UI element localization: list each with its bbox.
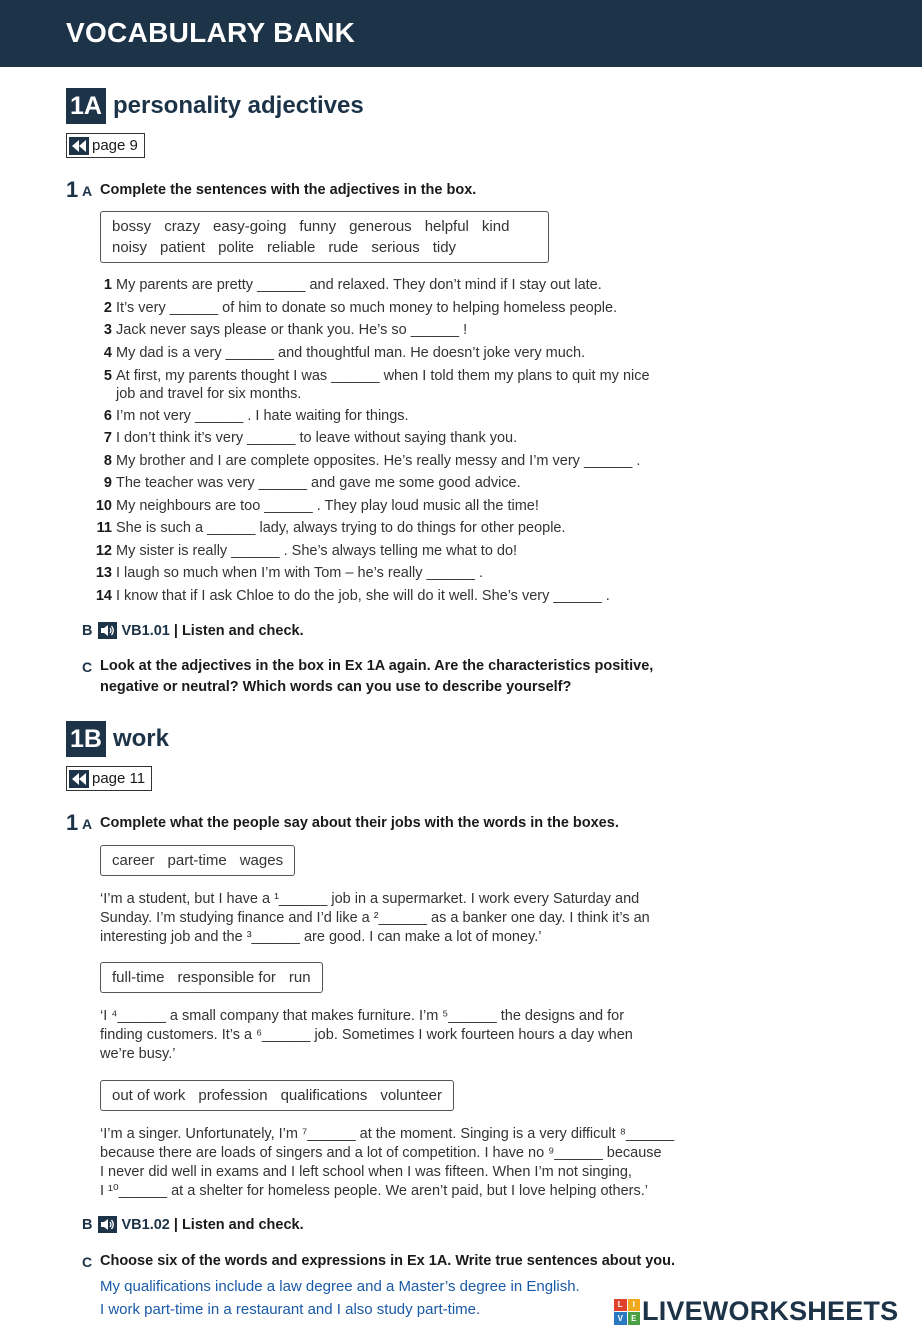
sentence-text: I know that if I ask Chloe to do the job, she will do it well. She’s very ______ . xyxy=(116,588,610,604)
audio-exercise xyxy=(82,622,304,639)
box-word: serious xyxy=(371,239,420,256)
page-reference-label: page 9 xyxy=(92,137,138,154)
sentence-number: 12 xyxy=(95,543,112,559)
sentence-text: At first, my parents thought I was ______ when I told them my plans to quit my nice xyxy=(116,368,650,384)
logo-letter: E xyxy=(628,1312,641,1325)
box-word: reliable xyxy=(266,239,316,256)
paragraph-line: finding customers. It’s a ⁶______ job. Sometimes I work fourteen hours a day when xyxy=(100,1027,633,1043)
sentence-item xyxy=(92,519,732,537)
page-reference-label: page 11 xyxy=(92,770,146,787)
sentence-text: I laugh so much when I’m with Tom – he’s really ______ . xyxy=(116,565,483,581)
box-word: full-time xyxy=(112,969,165,986)
sentence-item xyxy=(92,321,732,339)
box-word: responsible for xyxy=(177,969,276,986)
sentence-item xyxy=(92,497,732,515)
word-box xyxy=(100,845,295,876)
speaker-icon[interactable] xyxy=(98,1216,117,1233)
sentence-item xyxy=(92,452,732,470)
liveworksheets-logo xyxy=(614,1296,898,1327)
box-word: helpful xyxy=(424,218,469,235)
box-word: out of work xyxy=(112,1087,186,1104)
exercise-letter: B xyxy=(82,1216,93,1233)
audio-exercise xyxy=(82,1216,304,1233)
sentence-text: My neighbours are too ______ . They play loud music all the time! xyxy=(116,498,539,514)
box-word: crazy xyxy=(164,218,201,235)
box-word: rude xyxy=(328,239,359,256)
paragraph-line: we’re busy.’ xyxy=(100,1046,176,1062)
paragraph-line: ‘I’m a student, but I have a ¹______ job in a supermarket. I work every Saturday and xyxy=(100,891,640,907)
unit-1a-heading xyxy=(66,88,364,124)
sentence-text: My sister is really ______ . She’s always telling me what to do! xyxy=(116,543,518,559)
speech-paragraph xyxy=(100,1125,720,1201)
box-word: volunteer xyxy=(380,1087,443,1104)
sentence-item xyxy=(92,429,732,447)
sentence-text: Jack never says please or thank you. He’s so ______ ! xyxy=(116,322,468,338)
sentence-number: 11 xyxy=(96,520,112,536)
exercise-letter: C xyxy=(82,1254,93,1270)
box-word: patient xyxy=(160,239,206,256)
sentence-item xyxy=(92,564,732,582)
sentence-number: 1 xyxy=(103,277,112,293)
box-word: funny xyxy=(299,218,337,235)
sentence-number: 7 xyxy=(103,430,112,446)
page-reference-link[interactable] xyxy=(66,766,152,791)
sentence-text: My brother and I are complete opposites. He’s really messy and I’m very ______ . xyxy=(116,453,641,469)
sentence-text: job and travel for six months. xyxy=(116,386,302,402)
audio-code: VB1.02 xyxy=(121,1216,170,1233)
box-word: career xyxy=(112,852,155,869)
exercise-number: 1 xyxy=(66,177,79,202)
word-box-line xyxy=(112,237,537,258)
box-word: tidy xyxy=(432,239,457,256)
answer-field[interactable]: My qualifications include a law degree and a Master’s degree in English. xyxy=(100,1278,580,1295)
sentence-number: 5 xyxy=(103,368,112,384)
unit-badge: 1B xyxy=(66,721,106,757)
exercise-number: 1 xyxy=(66,810,79,835)
box-word: profession xyxy=(198,1087,268,1104)
box-word: kind xyxy=(481,218,510,235)
sentence-item xyxy=(92,367,732,403)
exercise-letter: A xyxy=(82,183,93,199)
speaker-icon[interactable] xyxy=(98,622,117,639)
audio-instruction: | Listen and check. xyxy=(173,622,304,639)
paragraph-line: because there are loads of singers and a lot of competition. I have no ⁹______ because xyxy=(100,1145,662,1161)
page-reference-link[interactable] xyxy=(66,133,145,158)
exercise-instruction: Choose six of the words and expressions in Ex 1A. Write true sentences about you. xyxy=(100,1253,676,1269)
sentence-number: 9 xyxy=(103,475,112,491)
box-word: bossy xyxy=(112,218,152,235)
box-word: noisy xyxy=(112,239,148,256)
sentence-item xyxy=(92,542,732,560)
sentence-text: She is such a ______ lady, always trying to do things for other people. xyxy=(116,520,566,536)
sentence-text: My parents are pretty ______ and relaxed. They don’t mind if I stay out late. xyxy=(116,277,602,293)
rewind-icon xyxy=(68,768,90,790)
paragraph-line: ‘I’m a singer. Unfortunately, I’m ⁷______ at the moment. Singing is a very difficult ⁸______ xyxy=(100,1126,675,1142)
paragraph-line: ‘I ⁴______ a small company that makes furniture. I’m ⁵______ the designs and for xyxy=(100,1008,625,1024)
paragraph-line: I ¹⁰______ at a shelter for homeless people. We aren’t paid, but I love helping others.’ xyxy=(100,1183,649,1199)
sentence-number: 4 xyxy=(103,345,112,361)
speech-paragraph xyxy=(100,890,720,947)
exercise-instruction: Complete the sentences with the adjectives in the box. xyxy=(100,182,477,198)
logo-letter: L xyxy=(614,1299,627,1312)
instruction-line: negative or neutral? Which words can you use to describe yourself? xyxy=(100,679,572,695)
answer-field[interactable]: I work part-time in a restaurant and I also study part-time. xyxy=(100,1301,481,1318)
rewind-icon xyxy=(68,135,90,157)
sentence-item xyxy=(92,474,732,492)
instruction-line: Look at the adjectives in the box in Ex 1A again. Are the characteristics positive, xyxy=(100,658,654,674)
sentence-number: 13 xyxy=(95,565,112,581)
sentence-text: My dad is a very ______ and thoughtful man. He doesn’t joke very much. xyxy=(116,345,586,361)
box-word: part-time xyxy=(167,852,227,869)
sentence-text: I don’t think it’s very ______ to leave without saying thank you. xyxy=(116,430,518,446)
box-word: generous xyxy=(349,218,412,235)
audio-code: VB1.01 xyxy=(121,622,170,639)
paragraph-line: Sunday. I’m studying finance and I’d like a ²______ as a banker one day. I think it’s an xyxy=(100,910,650,926)
unit-badge: 1A xyxy=(66,88,106,124)
audio-instruction: | Listen and check. xyxy=(173,1216,304,1233)
sentence-item xyxy=(92,587,732,605)
exercise-instruction: Complete what the people say about their jobs with the words in the boxes. xyxy=(100,815,619,831)
box-word: easy-going xyxy=(213,218,287,235)
box-word: wages xyxy=(239,852,284,869)
sentence-text: The teacher was very ______ and gave me some good advice. xyxy=(116,475,521,491)
exercise-letter: B xyxy=(82,622,93,639)
box-word: run xyxy=(288,969,311,986)
sentence-item xyxy=(92,344,732,362)
logo-letter: I xyxy=(628,1299,641,1312)
sentence-number: 3 xyxy=(103,322,112,338)
unit-title: work xyxy=(112,725,169,752)
word-box xyxy=(100,211,549,263)
logo-letter: V xyxy=(614,1312,627,1325)
sentence-item xyxy=(92,299,732,317)
word-box xyxy=(100,962,323,993)
sentence-number: 8 xyxy=(103,453,112,469)
logo-text: LIVEWORKSHEETS xyxy=(642,1296,899,1326)
paragraph-line: I never did well in exams and I left school when I was fifteen. When I’m not singing, xyxy=(100,1164,632,1180)
box-word: qualifications xyxy=(280,1087,368,1104)
sentence-number: 10 xyxy=(95,498,112,514)
logo-mark-icon xyxy=(614,1299,640,1325)
sentence-item xyxy=(92,407,732,425)
word-box-line xyxy=(112,216,537,237)
exercise-letter: C xyxy=(82,659,93,675)
sentence-number: 2 xyxy=(103,300,112,316)
unit-title: personality adjectives xyxy=(112,92,364,119)
sentence-number: 6 xyxy=(103,408,112,424)
exercise-instruction xyxy=(100,656,653,698)
box-word: polite xyxy=(218,239,254,256)
exercise-letter: A xyxy=(82,816,93,832)
speech-paragraph xyxy=(100,1007,720,1064)
unit-1b-heading xyxy=(66,721,169,757)
page-title: VOCABULARY BANK xyxy=(66,17,356,48)
sentence-item xyxy=(92,276,732,294)
paragraph-line: interesting job and the ³______ are good. I can make a lot of money.’ xyxy=(100,929,542,945)
header-bar xyxy=(0,0,922,67)
sentence-text: It’s very ______ of him to donate so much money to helping homeless people. xyxy=(116,300,618,316)
sentence-text: I’m not very ______ . I hate waiting for things. xyxy=(116,408,409,424)
sentence-number: 14 xyxy=(95,588,112,604)
word-box xyxy=(100,1080,454,1111)
